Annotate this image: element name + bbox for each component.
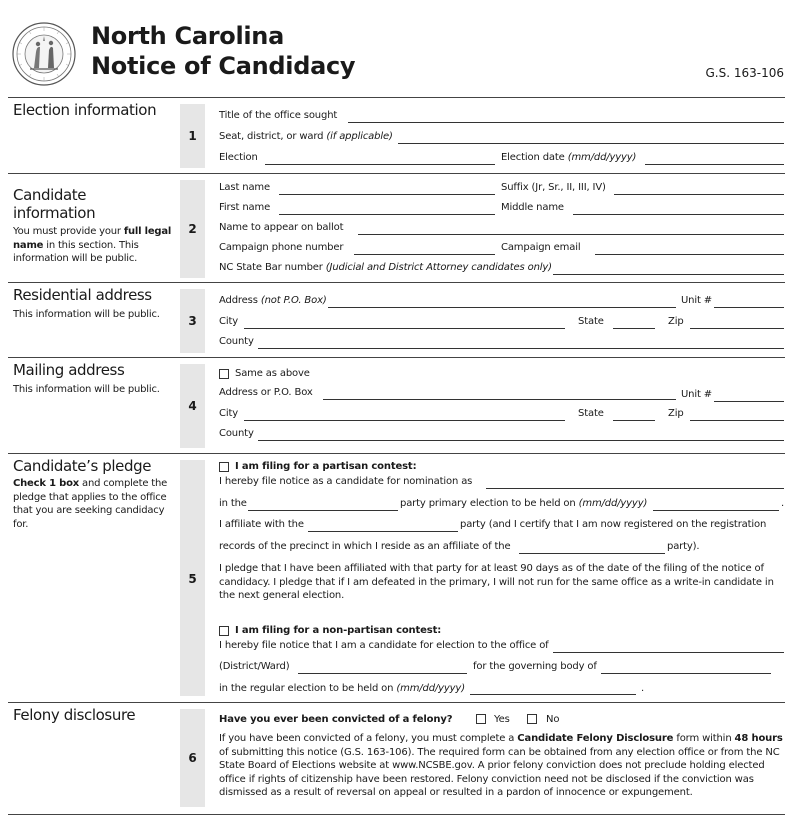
candidate-information-section (8, 173, 785, 282)
state-field[interactable] (613, 328, 655, 329)
middle-name-label: Middle name (501, 202, 564, 213)
phone-field[interactable] (354, 254, 495, 255)
records-party-field[interactable] (519, 553, 665, 554)
records-text: records of the precinct in which I reside as an affiliate of the (219, 541, 511, 552)
seat-label (219, 131, 393, 142)
governing-body-field[interactable] (601, 673, 771, 674)
affiliate-with-label: I affiliate with the (219, 519, 304, 530)
primary-period: . (781, 498, 785, 509)
affiliate-party-field[interactable] (308, 531, 458, 532)
para-post: of submitting this notice (G.S. 163-106). The required form can be obtained from any election office or from the NC State Board of Elections website at www.NCSBE.gov. A prior felony conviction does not preclude holding elected office if rights of citizenship have been restored. Felony conviction need not be disclosed if the conviction was dismissed as a result of reversal on appeal or resulted in a pardon of innocence or expungement. (219, 746, 780, 798)
section-title: Residential address (13, 286, 152, 304)
middle-name-field[interactable] (573, 214, 784, 215)
state-field[interactable] (613, 420, 655, 421)
bar-number-note: (Judicial and District Attorney candidates only) (325, 262, 552, 273)
seat-label-note: (if applicable) (326, 131, 393, 142)
partisan-heading (235, 461, 416, 472)
section-number-bar (180, 104, 205, 168)
para-bold2: 48 hours (734, 733, 783, 744)
section-number: 5 (188, 572, 197, 586)
bar-number-label (219, 262, 552, 273)
desc-post: in this section. This information will be public. (13, 239, 139, 264)
primary-text-span: party primary election to be held on (400, 498, 576, 509)
form-header (0, 0, 803, 97)
para-pre: If you have been convicted of a felony, you must complete a (219, 733, 518, 744)
para-mid: form within (673, 733, 735, 744)
first-name-field[interactable] (279, 214, 495, 215)
governing-body-label: for the governing body of (473, 661, 597, 672)
suffix-label: Suffix (Jr, Sr., II, III, IV) (501, 182, 606, 193)
first-name-label: First name (219, 202, 271, 213)
bar-number-field[interactable] (553, 274, 784, 275)
same-as-above-label: Same as above (235, 368, 310, 379)
regular-period: . (641, 683, 645, 694)
address-label-text: Address (219, 295, 258, 306)
mailing-address-label: Address or P.O. Box (219, 387, 313, 398)
section-title: Election information (13, 101, 157, 119)
county-label: County (219, 428, 254, 439)
regular-date-field[interactable] (470, 694, 636, 695)
section-description (13, 225, 175, 266)
section-title: Felony disclosure (13, 706, 136, 724)
seat-field[interactable] (398, 143, 784, 144)
para-bold1: Candidate Felony Disclosure (517, 733, 674, 744)
county-label: County (219, 336, 254, 347)
felony-question (219, 714, 452, 725)
nc-state-seal-icon (12, 22, 76, 86)
section-description: This information will be public. (13, 309, 160, 320)
residential-address-section (8, 282, 785, 357)
city-label: City (219, 316, 238, 327)
city-field[interactable] (244, 420, 565, 421)
unit-field[interactable] (714, 307, 784, 308)
candidate-pledge-section (8, 453, 785, 702)
election-date-label (501, 152, 636, 163)
section-description (13, 477, 171, 531)
form-title-line2: Notice of Candidacy (91, 52, 356, 80)
regular-election-text: in the regular election to be held on (219, 683, 394, 694)
desc-pre: You must provide your (13, 226, 124, 237)
felony-question-text: Have you ever been convicted of a felony? (219, 714, 453, 725)
election-date-field[interactable] (645, 164, 784, 165)
suffix-field[interactable] (614, 194, 784, 195)
election-label: Election (219, 152, 258, 163)
election-date-note: (mm/dd/yyyy) (567, 152, 637, 163)
ballot-name-label: Name to appear on ballot (219, 222, 344, 233)
nomination-office-field[interactable] (486, 488, 784, 489)
section-number-bar (180, 180, 205, 278)
phone-label: Campaign phone number (219, 242, 344, 253)
partisan-line1: I hereby file notice as a candidate for nomination as (219, 476, 473, 487)
party-close: party). (667, 541, 700, 552)
district-ward-label: (District/Ward) (219, 661, 290, 672)
nonpartisan-checkbox[interactable] (219, 626, 229, 636)
section-title: Candidate information (13, 186, 96, 222)
nonpartisan-office-field[interactable] (553, 652, 784, 653)
last-name-label: Last name (219, 182, 271, 193)
section-number: 2 (188, 222, 197, 236)
desc-bold: full legal name (13, 226, 172, 251)
regular-date-note: (mm/dd/yyyy) (396, 683, 465, 694)
primary-date-note: (mm/dd/yyyy) (578, 498, 648, 509)
section-title: Mailing address (13, 361, 125, 379)
felony-disclosure-section (8, 702, 785, 815)
form-title-line1: North Carolina (91, 22, 284, 50)
unit-label: Unit # (681, 295, 713, 306)
zip-field[interactable] (690, 420, 784, 421)
affiliate-text: party (and I certify that I am now registered on the registration (460, 519, 767, 530)
partisan-checkbox[interactable] (219, 462, 229, 472)
election-field[interactable] (265, 164, 495, 165)
zip-label: Zip (668, 316, 684, 327)
felony-no-label: No (546, 714, 560, 725)
last-name-field[interactable] (279, 194, 495, 195)
seat-label-text: Seat, district, or ward (219, 131, 324, 142)
regular-election-label (219, 683, 465, 694)
mailing-address-section (8, 357, 785, 453)
county-field[interactable] (258, 440, 784, 441)
email-field[interactable] (595, 254, 784, 255)
felony-paragraph (219, 732, 783, 800)
desc-post: and complete the pledge that applies to the office that you are seeking candidacy for. (13, 478, 168, 530)
state-label: State (578, 408, 604, 419)
same-as-above-checkbox[interactable] (219, 369, 229, 379)
section-number-bar (180, 460, 205, 696)
statute-reference: G.S. 163-106 (705, 66, 784, 80)
in-the-label: in the (219, 498, 247, 509)
primary-text (400, 498, 647, 509)
unit-field[interactable] (714, 401, 784, 402)
felony-yes-label: Yes (494, 714, 510, 725)
bar-number-text: NC State Bar number (219, 262, 323, 273)
desc-bold: Check 1 box (13, 478, 80, 489)
office-sought-label: Title of the office sought (219, 110, 338, 121)
felony-yes-checkbox[interactable] (476, 714, 486, 724)
ballot-name-field[interactable] (358, 234, 784, 235)
section-number: 6 (188, 751, 197, 765)
office-sought-field[interactable] (348, 122, 784, 123)
district-ward-field[interactable] (298, 673, 467, 674)
city-field[interactable] (244, 328, 565, 329)
nonpartisan-heading-text: I am filing for a non-partisan contest: (235, 625, 442, 636)
section-number: 1 (188, 129, 197, 143)
unit-label: Unit # (681, 389, 713, 400)
primary-date-field[interactable] (653, 510, 779, 511)
section-number-bar (180, 364, 205, 448)
felony-no-checkbox[interactable] (527, 714, 537, 724)
email-label: Campaign email (501, 242, 581, 253)
state-label: State (578, 316, 604, 327)
nonpartisan-heading (235, 625, 441, 636)
address-field[interactable] (328, 307, 676, 308)
address-note: (not P.O. Box) (260, 295, 327, 306)
zip-field[interactable] (690, 328, 784, 329)
county-field[interactable] (258, 348, 784, 349)
city-label: City (219, 408, 238, 419)
address-label (219, 295, 327, 306)
nonpartisan-line1: I hereby file notice that I am a candidate for election to the office of (219, 640, 549, 651)
election-information-section (8, 97, 785, 173)
section-number: 4 (188, 399, 197, 413)
section-number-bar (180, 289, 205, 353)
section-number-bar (180, 709, 205, 807)
pledge-paragraph: I pledge that I have been affiliated with that party for at least 90 days as of the date of the filing of the notice of candidacy. I pledge that if I am defeated in the primary, I will not run for the same office as a write-in candidate in the next general election. (219, 563, 774, 601)
zip-label: Zip (668, 408, 684, 419)
election-date-label-text: Election date (501, 152, 565, 163)
section-title: Candidate’s pledge (13, 457, 152, 475)
mailing-address-field[interactable] (323, 399, 676, 400)
primary-party-field[interactable] (248, 510, 398, 511)
partisan-heading-text: I am filing for a partisan contest: (235, 461, 417, 472)
section-number: 3 (188, 314, 197, 328)
section-description: This information will be public. (13, 384, 160, 395)
